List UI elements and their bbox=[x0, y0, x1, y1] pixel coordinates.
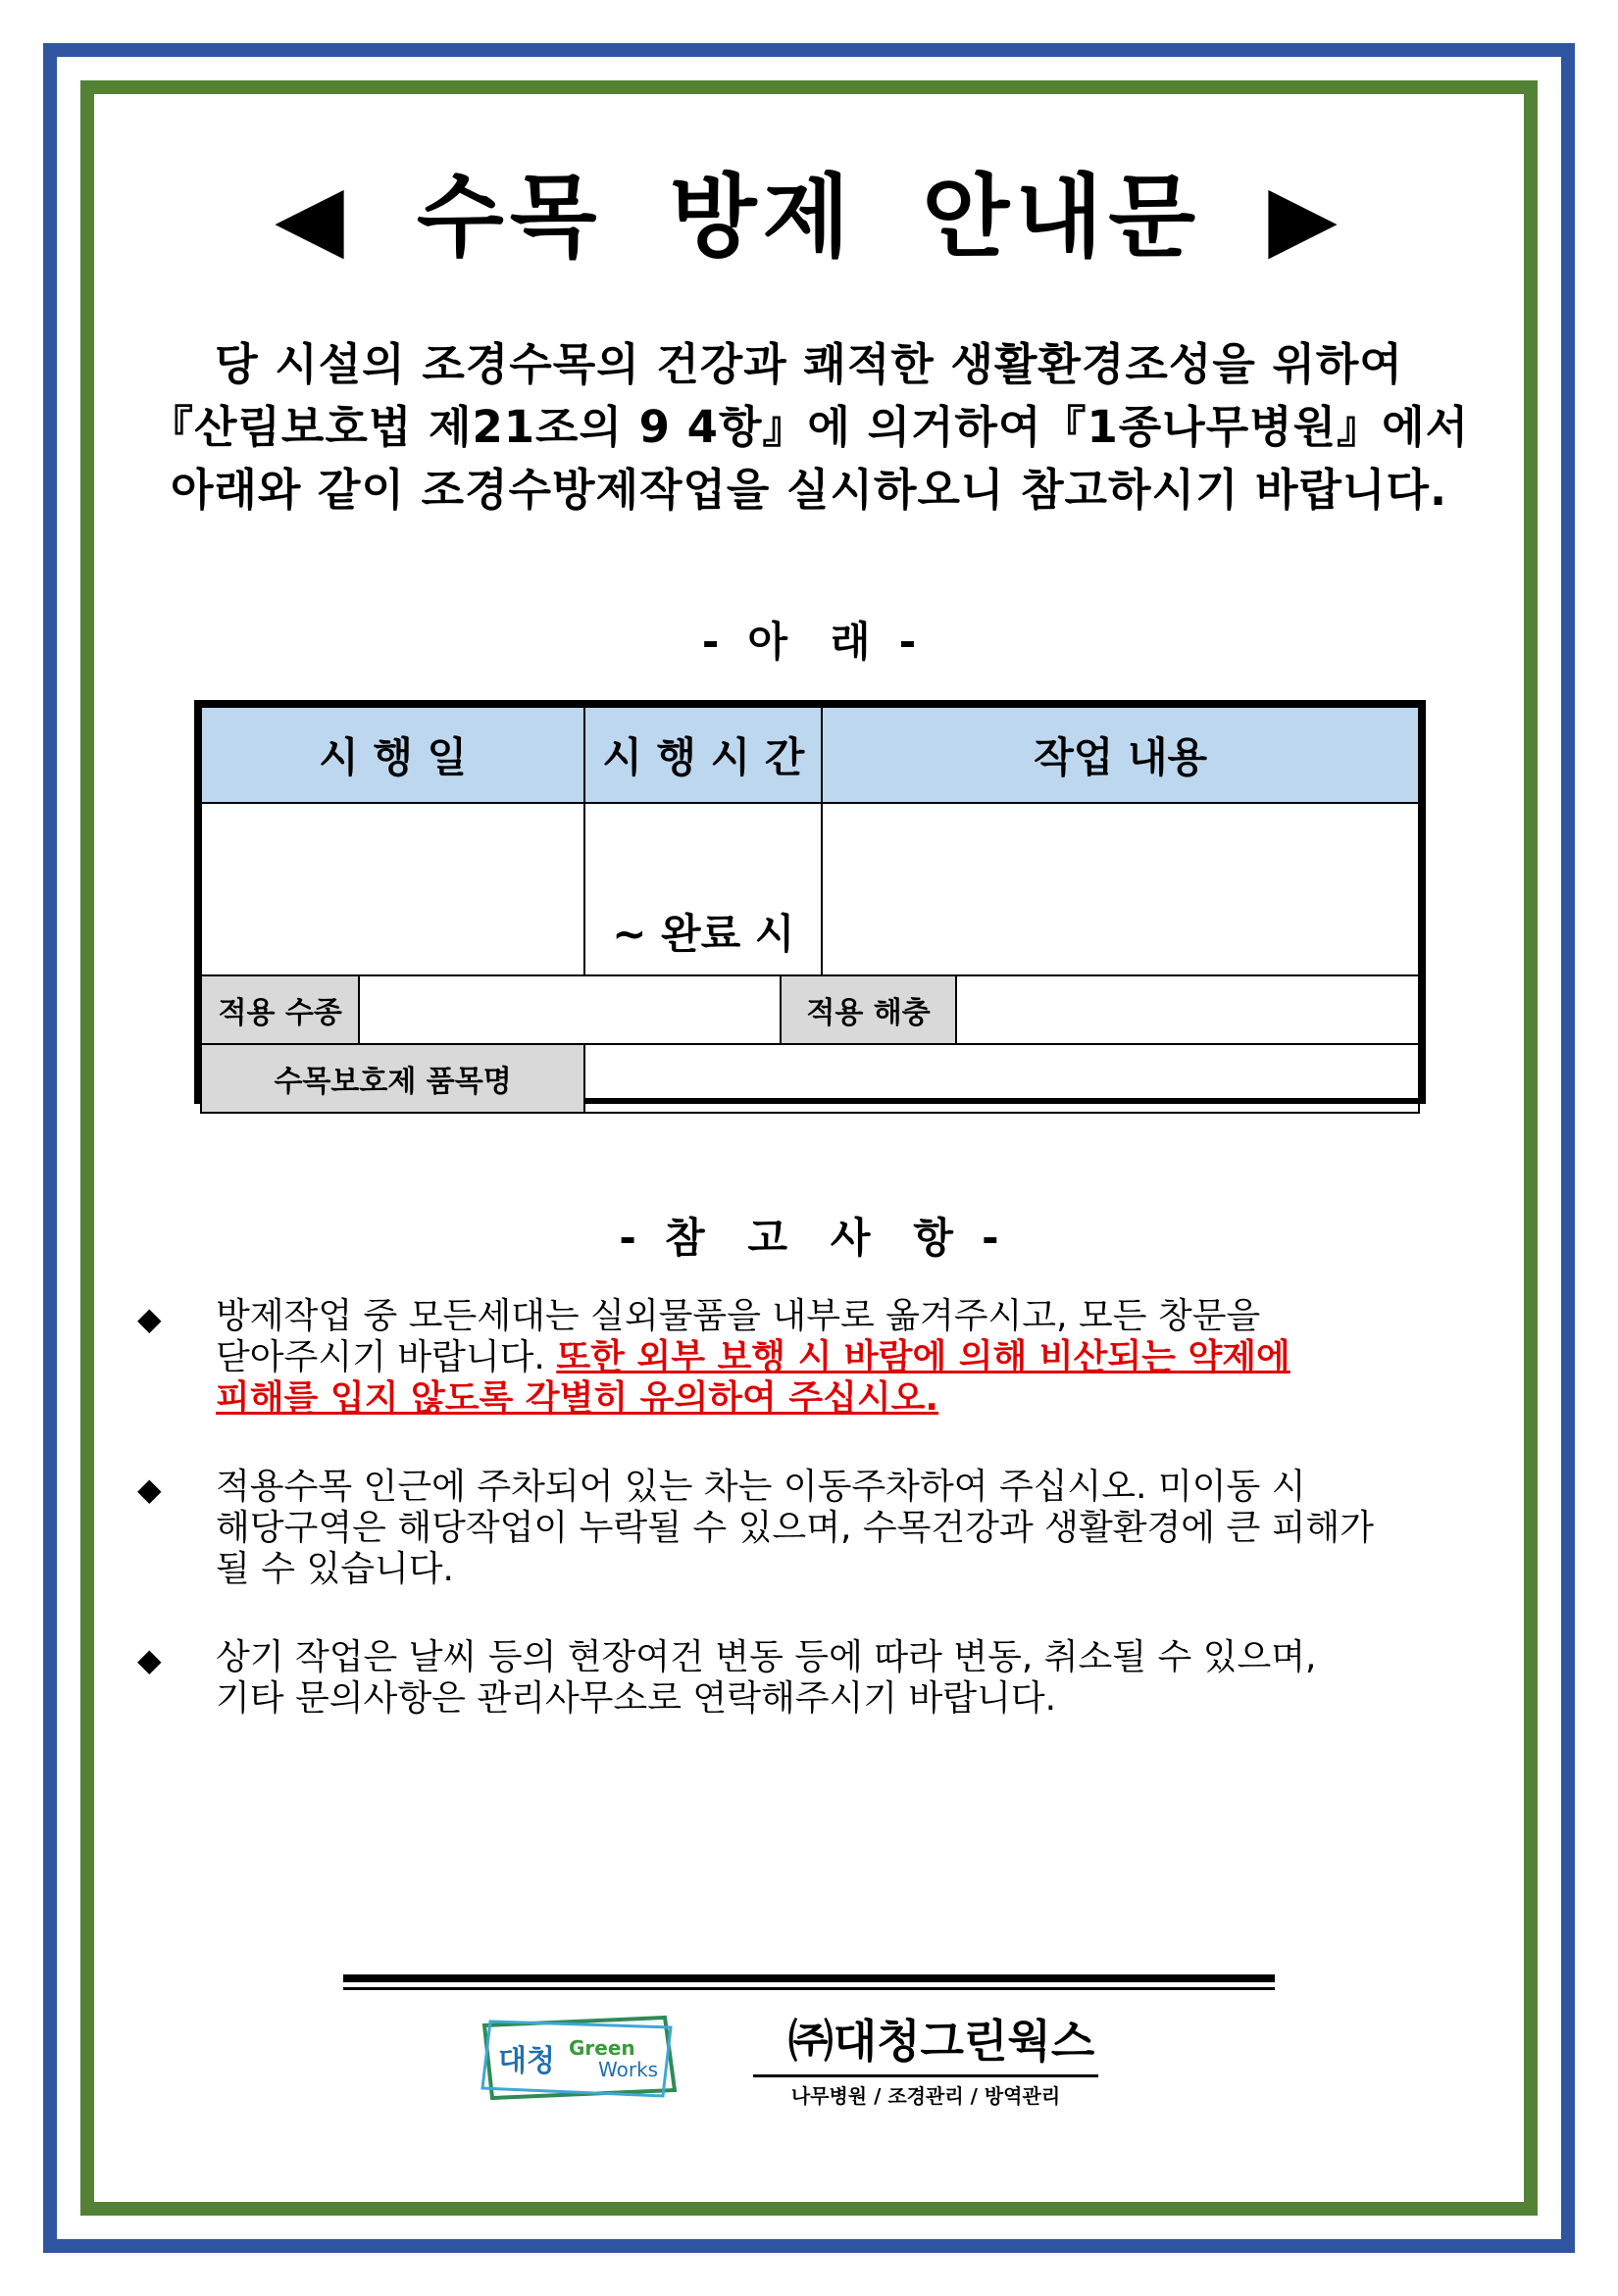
below-heading: - 아 래 - bbox=[701, 618, 917, 666]
header-work: 작업 내용 bbox=[822, 707, 1419, 803]
title-word-1: 수목 bbox=[416, 165, 603, 270]
left-triangle-icon: ◀ bbox=[275, 165, 350, 270]
list-item bbox=[137, 1637, 1491, 1720]
header-time: 시 행 시 간 bbox=[584, 707, 822, 803]
cell-work bbox=[822, 803, 1419, 975]
label-product: 수목보호제 품목명 bbox=[201, 1044, 584, 1113]
diamond-bullet-icon: ◆ bbox=[137, 1641, 162, 1678]
logo-works-text: Works bbox=[598, 2058, 659, 2081]
intro-line: 당 시설의 조경수목의 건강과 쾌적한 생활환경조성을 위하여 bbox=[215, 338, 1403, 390]
note-text: 닫아주시기 바랍니다. bbox=[216, 1337, 557, 1377]
logo-ko-text: 대청 bbox=[498, 2044, 555, 2078]
company-name: ㈜대청그린웍스 bbox=[787, 2015, 1095, 2068]
note-line: 될 수 있습니다. bbox=[216, 1549, 454, 1589]
value-product bbox=[584, 1044, 1419, 1113]
diamond-bullet-icon: ◆ bbox=[137, 1300, 162, 1337]
note-line: 방제작업 중 모든세대는 실외물품을 내부로 옮겨주시고, 모든 창문을 bbox=[216, 1296, 1261, 1336]
notice-title bbox=[0, 145, 1618, 275]
note-line: 적용수목 인근에 주차되어 있는 차는 이동주차하여 주십시오. 미이동 시 bbox=[216, 1467, 1306, 1507]
list-item bbox=[137, 1467, 1491, 1590]
logo-green-text: Green bbox=[569, 2036, 635, 2060]
title-word-3: 안내문 bbox=[922, 165, 1202, 270]
footer-divider-thin bbox=[343, 1987, 1275, 1990]
right-triangle-icon: ▶ bbox=[1268, 165, 1343, 270]
diamond-bullet-icon: ◆ bbox=[137, 1471, 162, 1508]
note-line bbox=[216, 1337, 1491, 1378]
warning-text: 피해를 입지 않도록 각별히 유의하여 주십시오. bbox=[216, 1378, 939, 1419]
value-pest bbox=[956, 975, 1419, 1044]
footer-divider bbox=[343, 1974, 1275, 1982]
intro-line: 『산림보호법 제21조의 9 4항』에 의거하여『1종나무병원』에서 bbox=[148, 401, 1470, 453]
cell-time: ~ 완료 시 bbox=[584, 803, 822, 975]
company-services: 나무병원 / 조경관리 / 방역관리 bbox=[790, 2084, 1061, 2108]
label-pest: 적용 해충 bbox=[781, 975, 956, 1044]
header-date: 시 행 일 bbox=[201, 707, 584, 803]
notes-list bbox=[137, 1296, 1491, 1767]
intro-paragraph bbox=[0, 333, 1618, 522]
company-logo bbox=[479, 2014, 681, 2102]
company-underline bbox=[753, 2074, 1098, 2077]
warning-text: 또한 외부 보행 시 바람에 의해 비산되는 약제에 bbox=[556, 1337, 1290, 1377]
intro-line: 아래와 같이 조경수방제작업을 실시하오니 참고하시기 바랍니다. bbox=[170, 464, 1448, 516]
note-line: 상기 작업은 날씨 등의 현장여건 변동 등에 따라 변동, 취소될 수 있으며, bbox=[216, 1637, 1317, 1677]
label-species: 적용 수종 bbox=[201, 975, 359, 1044]
list-item bbox=[137, 1296, 1491, 1420]
note-line: 해당구역은 해당작업이 누락될 수 있으며, 수목건강과 생활환경에 큰 피해가 bbox=[216, 1508, 1375, 1548]
cell-date bbox=[201, 803, 584, 975]
note-line bbox=[216, 1378, 1491, 1420]
notes-heading: - 참 고 사 항 - bbox=[619, 1214, 999, 1262]
note-line: 기타 문의사항은 관리사무소로 연락해주시기 바랍니다. bbox=[216, 1678, 1057, 1719]
schedule-table bbox=[194, 700, 1426, 1104]
title-word-2: 방제 bbox=[669, 165, 856, 270]
value-species bbox=[359, 975, 781, 1044]
